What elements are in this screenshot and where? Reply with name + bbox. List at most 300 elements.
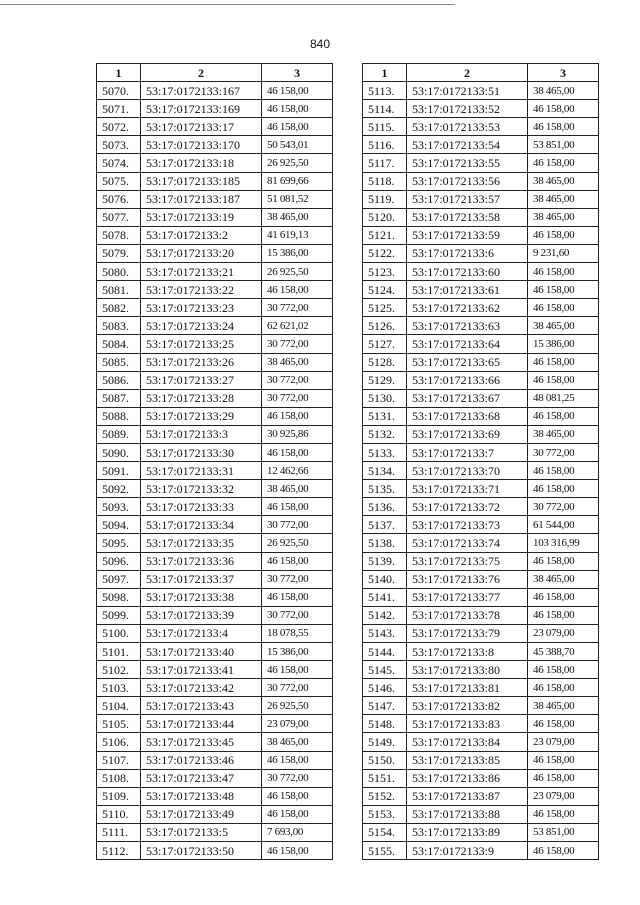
cadastral-number: 53:17:0172133:45 bbox=[141, 733, 262, 751]
table-row bbox=[363, 118, 599, 136]
cadastral-number: 53:17:0172133:48 bbox=[141, 787, 262, 805]
row-number: 5109. bbox=[97, 787, 141, 805]
cadastral-number: 53:17:0172133:49 bbox=[141, 805, 262, 823]
amount: 46 158,00 bbox=[262, 100, 333, 118]
table-row bbox=[97, 244, 333, 262]
row-number: 5084. bbox=[97, 335, 141, 353]
cadastral-number: 53:17:0172133:19 bbox=[141, 208, 262, 226]
table-row bbox=[363, 244, 599, 262]
cadastral-number: 53:17:0172133:170 bbox=[141, 136, 262, 154]
table-row bbox=[97, 661, 333, 679]
row-number: 5119. bbox=[363, 190, 407, 208]
row-number: 5123. bbox=[363, 263, 407, 281]
cadastral-number: 53:17:0172133:79 bbox=[407, 624, 528, 642]
cadastral-number: 53:17:0172133:74 bbox=[407, 534, 528, 552]
cadastral-number: 53:17:0172133:63 bbox=[407, 317, 528, 335]
cadastral-number: 53:17:0172133:51 bbox=[407, 82, 528, 100]
table-row bbox=[97, 805, 333, 823]
amount: 12 462,66 bbox=[262, 462, 333, 480]
top-rule bbox=[0, 4, 455, 5]
row-number: 5100. bbox=[97, 624, 141, 642]
cadastral-number: 53:17:0172133:169 bbox=[141, 100, 262, 118]
amount: 46 158,00 bbox=[528, 715, 599, 733]
table-row bbox=[363, 407, 599, 425]
row-number: 5121. bbox=[363, 226, 407, 244]
cadastral-number: 53:17:0172133:54 bbox=[407, 136, 528, 154]
table-row bbox=[363, 823, 599, 841]
cadastral-number: 53:17:0172133:2 bbox=[141, 226, 262, 244]
table-row bbox=[97, 425, 333, 443]
row-number: 5077. bbox=[97, 208, 141, 226]
cadastral-number: 53:17:0172133:46 bbox=[141, 751, 262, 769]
row-number: 5095. bbox=[97, 534, 141, 552]
cadastral-number: 53:17:0172133:81 bbox=[407, 679, 528, 697]
amount: 38 465,00 bbox=[528, 570, 599, 588]
amount: 45 388,70 bbox=[528, 643, 599, 661]
table-row bbox=[97, 787, 333, 805]
header-col-2: 2 bbox=[407, 64, 528, 82]
cadastral-number: 53:17:0172133:29 bbox=[141, 407, 262, 425]
cadastral-number: 53:17:0172133:43 bbox=[141, 697, 262, 715]
row-number: 5148. bbox=[363, 715, 407, 733]
table-row bbox=[363, 769, 599, 787]
cadastral-number: 53:17:0172133:80 bbox=[407, 661, 528, 679]
cadastral-number: 53:17:0172133:86 bbox=[407, 769, 528, 787]
amount: 46 158,00 bbox=[528, 118, 599, 136]
row-number: 5113. bbox=[363, 82, 407, 100]
table-row bbox=[97, 588, 333, 606]
table-row bbox=[363, 842, 599, 860]
amount: 50 543,01 bbox=[262, 136, 333, 154]
table-row bbox=[97, 498, 333, 516]
cadastral-number: 53:17:0172133:17 bbox=[141, 118, 262, 136]
amount: 46 158,00 bbox=[262, 498, 333, 516]
row-number: 5134. bbox=[363, 462, 407, 480]
cadastral-number: 53:17:0172133:167 bbox=[141, 82, 262, 100]
row-number: 5081. bbox=[97, 281, 141, 299]
row-number: 5152. bbox=[363, 787, 407, 805]
amount: 46 158,00 bbox=[262, 661, 333, 679]
row-number: 5075. bbox=[97, 172, 141, 190]
table-row bbox=[363, 516, 599, 534]
cadastral-number: 53:17:0172133:67 bbox=[407, 389, 528, 407]
row-number: 5110. bbox=[97, 805, 141, 823]
cadastral-number: 53:17:0172133:56 bbox=[407, 172, 528, 190]
cadastral-number: 53:17:0172133:25 bbox=[141, 335, 262, 353]
amount: 15 386,00 bbox=[262, 244, 333, 262]
table-row bbox=[97, 317, 333, 335]
row-number: 5155. bbox=[363, 842, 407, 860]
amount: 103 316,99 bbox=[528, 534, 599, 552]
amount: 53 851,00 bbox=[528, 136, 599, 154]
row-number: 5136. bbox=[363, 498, 407, 516]
amount: 38 465,00 bbox=[262, 353, 333, 371]
row-number: 5147. bbox=[363, 697, 407, 715]
row-number: 5150. bbox=[363, 751, 407, 769]
row-number: 5086. bbox=[97, 371, 141, 389]
amount: 46 158,00 bbox=[528, 769, 599, 787]
cadastral-number: 53:17:0172133:32 bbox=[141, 480, 262, 498]
row-number: 5138. bbox=[363, 534, 407, 552]
amount: 46 158,00 bbox=[528, 154, 599, 172]
table-row bbox=[97, 154, 333, 172]
cadastral-number: 53:17:0172133:20 bbox=[141, 244, 262, 262]
table-row bbox=[363, 353, 599, 371]
row-number: 5085. bbox=[97, 353, 141, 371]
amount: 7 693,00 bbox=[262, 823, 333, 841]
amount: 30 772,00 bbox=[262, 299, 333, 317]
row-number: 5089. bbox=[97, 425, 141, 443]
cadastral-number: 53:17:0172133:8 bbox=[407, 643, 528, 661]
amount: 23 079,00 bbox=[528, 733, 599, 751]
table-row bbox=[97, 715, 333, 733]
right-table bbox=[362, 63, 599, 860]
table-row bbox=[363, 805, 599, 823]
amount: 30 772,00 bbox=[262, 389, 333, 407]
row-number: 5101. bbox=[97, 643, 141, 661]
table-row bbox=[97, 697, 333, 715]
table-row bbox=[97, 299, 333, 317]
amount: 38 465,00 bbox=[528, 190, 599, 208]
table-row bbox=[97, 751, 333, 769]
amount: 38 465,00 bbox=[528, 172, 599, 190]
amount: 30 772,00 bbox=[262, 516, 333, 534]
table-row bbox=[97, 552, 333, 570]
row-number: 5094. bbox=[97, 516, 141, 534]
page-number: 840 bbox=[309, 37, 331, 51]
table-row bbox=[97, 263, 333, 281]
row-number: 5135. bbox=[363, 480, 407, 498]
table-row bbox=[363, 733, 599, 751]
table-row bbox=[363, 226, 599, 244]
row-number: 5092. bbox=[97, 480, 141, 498]
row-number: 5133. bbox=[363, 443, 407, 461]
table-row bbox=[363, 643, 599, 661]
cadastral-number: 53:17:0172133:40 bbox=[141, 643, 262, 661]
amount: 81 699,66 bbox=[262, 172, 333, 190]
amount: 30 772,00 bbox=[262, 371, 333, 389]
amount: 46 158,00 bbox=[528, 299, 599, 317]
row-number: 5082. bbox=[97, 299, 141, 317]
row-number: 5105. bbox=[97, 715, 141, 733]
cadastral-number: 53:17:0172133:34 bbox=[141, 516, 262, 534]
row-number: 5149. bbox=[363, 733, 407, 751]
table-row bbox=[97, 769, 333, 787]
table-row bbox=[363, 606, 599, 624]
table-row bbox=[363, 154, 599, 172]
header-row bbox=[363, 64, 599, 82]
cadastral-number: 53:17:0172133:65 bbox=[407, 353, 528, 371]
cadastral-number: 53:17:0172133:85 bbox=[407, 751, 528, 769]
cadastral-number: 53:17:0172133:6 bbox=[407, 244, 528, 262]
cadastral-number: 53:17:0172133:62 bbox=[407, 299, 528, 317]
table-row bbox=[363, 335, 599, 353]
cadastral-number: 53:17:0172133:72 bbox=[407, 498, 528, 516]
table-row bbox=[363, 679, 599, 697]
amount: 46 158,00 bbox=[262, 552, 333, 570]
table-row bbox=[363, 787, 599, 805]
cadastral-number: 53:17:0172133:78 bbox=[407, 606, 528, 624]
cadastral-number: 53:17:0172133:4 bbox=[141, 624, 262, 642]
cadastral-number: 53:17:0172133:76 bbox=[407, 570, 528, 588]
amount: 30 772,00 bbox=[528, 443, 599, 461]
amount: 51 081,52 bbox=[262, 190, 333, 208]
cadastral-number: 53:17:0172133:52 bbox=[407, 100, 528, 118]
amount: 15 386,00 bbox=[528, 335, 599, 353]
row-number: 5144. bbox=[363, 643, 407, 661]
table-row bbox=[363, 208, 599, 226]
table-row bbox=[97, 118, 333, 136]
row-number: 5073. bbox=[97, 136, 141, 154]
row-number: 5099. bbox=[97, 606, 141, 624]
amount: 46 158,00 bbox=[262, 751, 333, 769]
table-row bbox=[97, 842, 333, 860]
cadastral-number: 53:17:0172133:27 bbox=[141, 371, 262, 389]
table-row bbox=[363, 190, 599, 208]
row-number: 5120. bbox=[363, 208, 407, 226]
table-row bbox=[97, 100, 333, 118]
cadastral-number: 53:17:0172133:37 bbox=[141, 570, 262, 588]
amount: 46 158,00 bbox=[262, 281, 333, 299]
cadastral-number: 53:17:0172133:75 bbox=[407, 552, 528, 570]
amount: 62 621,02 bbox=[262, 317, 333, 335]
table-row bbox=[363, 624, 599, 642]
amount: 46 158,00 bbox=[528, 281, 599, 299]
row-number: 5143. bbox=[363, 624, 407, 642]
amount: 30 772,00 bbox=[262, 335, 333, 353]
table-row bbox=[363, 751, 599, 769]
cadastral-number: 53:17:0172133:35 bbox=[141, 534, 262, 552]
table-row bbox=[363, 425, 599, 443]
amount: 46 158,00 bbox=[262, 82, 333, 100]
cadastral-number: 53:17:0172133:53 bbox=[407, 118, 528, 136]
table-row bbox=[363, 498, 599, 516]
header-col-3: 3 bbox=[262, 64, 333, 82]
table-row bbox=[363, 588, 599, 606]
cadastral-number: 53:17:0172133:22 bbox=[141, 281, 262, 299]
table-row bbox=[97, 480, 333, 498]
row-number: 5127. bbox=[363, 335, 407, 353]
row-number: 5103. bbox=[97, 679, 141, 697]
row-number: 5079. bbox=[97, 244, 141, 262]
table-row bbox=[97, 353, 333, 371]
cadastral-number: 53:17:0172133:185 bbox=[141, 172, 262, 190]
row-number: 5151. bbox=[363, 769, 407, 787]
table-row bbox=[363, 100, 599, 118]
cadastral-number: 53:17:0172133:30 bbox=[141, 443, 262, 461]
row-number: 5070. bbox=[97, 82, 141, 100]
amount: 46 158,00 bbox=[528, 606, 599, 624]
cadastral-number: 53:17:0172133:71 bbox=[407, 480, 528, 498]
table-row bbox=[97, 190, 333, 208]
table-row bbox=[97, 136, 333, 154]
amount: 26 925,50 bbox=[262, 263, 333, 281]
table-row bbox=[97, 407, 333, 425]
cadastral-number: 53:17:0172133:84 bbox=[407, 733, 528, 751]
amount: 23 079,00 bbox=[528, 624, 599, 642]
table-row bbox=[363, 480, 599, 498]
cadastral-number: 53:17:0172133:82 bbox=[407, 697, 528, 715]
amount: 46 158,00 bbox=[528, 679, 599, 697]
table-row bbox=[363, 371, 599, 389]
cadastral-number: 53:17:0172133:26 bbox=[141, 353, 262, 371]
amount: 46 158,00 bbox=[528, 805, 599, 823]
amount: 30 772,00 bbox=[262, 769, 333, 787]
row-number: 5091. bbox=[97, 462, 141, 480]
cadastral-number: 53:17:0172133:24 bbox=[141, 317, 262, 335]
row-number: 5088. bbox=[97, 407, 141, 425]
row-number: 5125. bbox=[363, 299, 407, 317]
row-number: 5115. bbox=[363, 118, 407, 136]
amount: 38 465,00 bbox=[262, 480, 333, 498]
row-number: 5114. bbox=[363, 100, 407, 118]
amount: 46 158,00 bbox=[528, 226, 599, 244]
table-row bbox=[97, 679, 333, 697]
table-row bbox=[97, 606, 333, 624]
table-row bbox=[363, 317, 599, 335]
table-row bbox=[97, 335, 333, 353]
amount: 46 158,00 bbox=[528, 480, 599, 498]
amount: 26 925,50 bbox=[262, 697, 333, 715]
row-number: 5132. bbox=[363, 425, 407, 443]
table-row bbox=[363, 172, 599, 190]
row-number: 5076. bbox=[97, 190, 141, 208]
row-number: 5096. bbox=[97, 552, 141, 570]
row-number: 5139. bbox=[363, 552, 407, 570]
table-row bbox=[363, 697, 599, 715]
amount: 30 772,00 bbox=[262, 679, 333, 697]
row-number: 5098. bbox=[97, 588, 141, 606]
table-row bbox=[97, 733, 333, 751]
row-number: 5087. bbox=[97, 389, 141, 407]
row-number: 5128. bbox=[363, 353, 407, 371]
row-number: 5074. bbox=[97, 154, 141, 172]
row-number: 5104. bbox=[97, 697, 141, 715]
amount: 18 078,55 bbox=[262, 624, 333, 642]
row-number: 5126. bbox=[363, 317, 407, 335]
cadastral-number: 53:17:0172133:83 bbox=[407, 715, 528, 733]
row-number: 5090. bbox=[97, 443, 141, 461]
amount: 30 925,86 bbox=[262, 425, 333, 443]
table-row bbox=[97, 570, 333, 588]
table-row bbox=[363, 534, 599, 552]
row-number: 5118. bbox=[363, 172, 407, 190]
row-number: 5141. bbox=[363, 588, 407, 606]
row-number: 5122. bbox=[363, 244, 407, 262]
table-row bbox=[97, 624, 333, 642]
amount: 38 465,00 bbox=[528, 697, 599, 715]
amount: 46 158,00 bbox=[262, 787, 333, 805]
table-row bbox=[363, 715, 599, 733]
table-row bbox=[363, 570, 599, 588]
amount: 26 925,50 bbox=[262, 534, 333, 552]
amount: 30 772,00 bbox=[262, 570, 333, 588]
row-number: 5080. bbox=[97, 263, 141, 281]
table-row bbox=[363, 552, 599, 570]
amount: 23 079,00 bbox=[528, 787, 599, 805]
cadastral-number: 53:17:0172133:69 bbox=[407, 425, 528, 443]
cadastral-number: 53:17:0172133:64 bbox=[407, 335, 528, 353]
amount: 38 465,00 bbox=[262, 208, 333, 226]
row-number: 5117. bbox=[363, 154, 407, 172]
row-number: 5112. bbox=[97, 842, 141, 860]
row-number: 5131. bbox=[363, 407, 407, 425]
amount: 46 158,00 bbox=[528, 751, 599, 769]
amount: 15 386,00 bbox=[262, 643, 333, 661]
cadastral-number: 53:17:0172133:70 bbox=[407, 462, 528, 480]
table-row bbox=[97, 389, 333, 407]
amount: 38 465,00 bbox=[262, 733, 333, 751]
row-number: 5145. bbox=[363, 661, 407, 679]
amount: 46 158,00 bbox=[528, 588, 599, 606]
amount: 46 158,00 bbox=[528, 100, 599, 118]
cadastral-number: 53:17:0172133:50 bbox=[141, 842, 262, 860]
cadastral-number: 53:17:0172133:31 bbox=[141, 462, 262, 480]
table-row bbox=[363, 443, 599, 461]
amount: 46 158,00 bbox=[262, 842, 333, 860]
row-number: 5137. bbox=[363, 516, 407, 534]
amount: 23 079,00 bbox=[262, 715, 333, 733]
row-number: 5102. bbox=[97, 661, 141, 679]
table-row bbox=[363, 661, 599, 679]
cadastral-number: 53:17:0172133:89 bbox=[407, 823, 528, 841]
table-row bbox=[363, 281, 599, 299]
cadastral-number: 53:17:0172133:73 bbox=[407, 516, 528, 534]
row-number: 5124. bbox=[363, 281, 407, 299]
cadastral-number: 53:17:0172133:3 bbox=[141, 425, 262, 443]
amount: 46 158,00 bbox=[262, 407, 333, 425]
row-number: 5083. bbox=[97, 317, 141, 335]
table-row bbox=[97, 82, 333, 100]
amount: 38 465,00 bbox=[528, 208, 599, 226]
cadastral-number: 53:17:0172133:5 bbox=[141, 823, 262, 841]
cadastral-number: 53:17:0172133:60 bbox=[407, 263, 528, 281]
row-number: 5153. bbox=[363, 805, 407, 823]
table-row bbox=[363, 82, 599, 100]
row-number: 5146. bbox=[363, 679, 407, 697]
cadastral-number: 53:17:0172133:21 bbox=[141, 263, 262, 281]
amount: 46 158,00 bbox=[528, 407, 599, 425]
amount: 26 925,50 bbox=[262, 154, 333, 172]
cadastral-number: 53:17:0172133:58 bbox=[407, 208, 528, 226]
row-number: 5154. bbox=[363, 823, 407, 841]
amount: 9 231,60 bbox=[528, 244, 599, 262]
table-row bbox=[363, 136, 599, 154]
amount: 38 465,00 bbox=[528, 425, 599, 443]
row-number: 5140. bbox=[363, 570, 407, 588]
table-row bbox=[97, 823, 333, 841]
cadastral-number: 53:17:0172133:68 bbox=[407, 407, 528, 425]
row-number: 5111. bbox=[97, 823, 141, 841]
amount: 48 081,25 bbox=[528, 389, 599, 407]
amount: 30 772,00 bbox=[262, 606, 333, 624]
table-row bbox=[97, 516, 333, 534]
cadastral-number: 53:17:0172133:87 bbox=[407, 787, 528, 805]
table-row bbox=[97, 443, 333, 461]
cadastral-number: 53:17:0172133:33 bbox=[141, 498, 262, 516]
amount: 38 465,00 bbox=[528, 82, 599, 100]
left-table bbox=[96, 63, 333, 860]
table-row bbox=[97, 172, 333, 190]
table-row bbox=[97, 462, 333, 480]
row-number: 5071. bbox=[97, 100, 141, 118]
table-row bbox=[97, 208, 333, 226]
cadastral-number: 53:17:0172133:18 bbox=[141, 154, 262, 172]
amount: 46 158,00 bbox=[528, 842, 599, 860]
cadastral-number: 53:17:0172133:9 bbox=[407, 842, 528, 860]
cadastral-number: 53:17:0172133:42 bbox=[141, 679, 262, 697]
row-number: 5072. bbox=[97, 118, 141, 136]
